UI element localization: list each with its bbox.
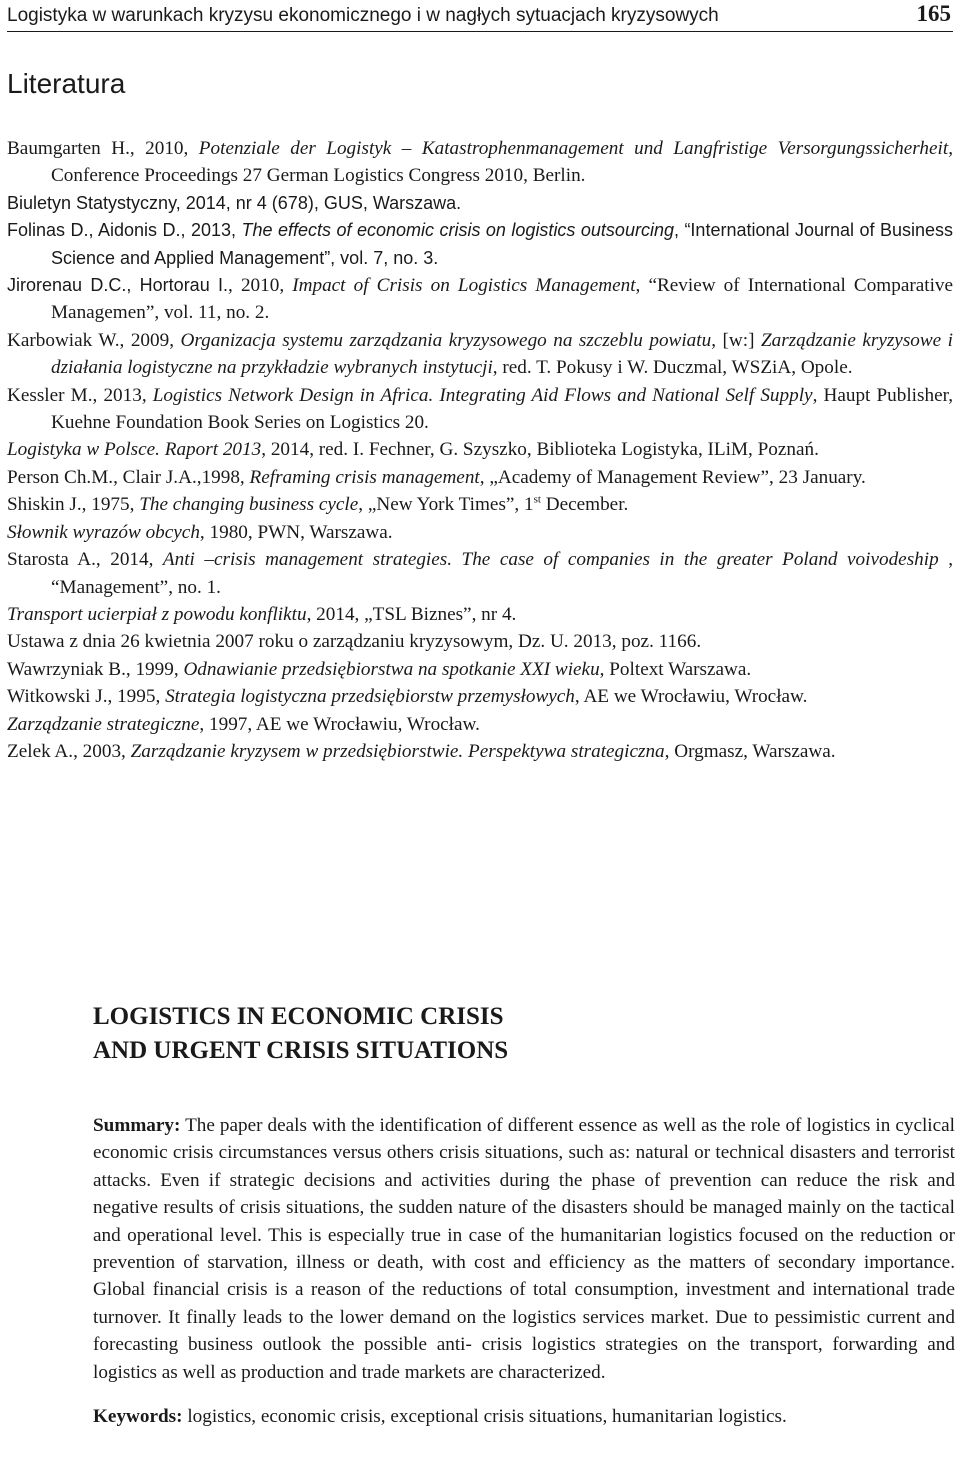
reference-item: Zelek A., 2003, Zarządzanie kryzysem w przedsiębiorstwie. Perspektywa strategiczna, Orgmasz, Warszawa.: [7, 740, 836, 762]
reference-item: Witkowski J., 1995, Strategia logistyczna przedsiębiorstw przemysłowych, AE we Wrocławiu, Wrocław.: [7, 686, 808, 708]
page-number: 165: [916, 1, 951, 26]
reference-item: Folinas D., Aidonis D., 2013, The effects of economic crisis on logistics outsourcing, “International Journal of Business Science and Applied Management”, vol. 7, no. 3.: [7, 220, 954, 268]
summary-paragraph: [93, 1112, 955, 1386]
reference-item: Wawrzyniak B., 1999, Odnawianie przedsiębiorstwa na spotkanie XXI wieku, Poltext Warszawa.: [7, 658, 752, 680]
keywords-label: Keywords:: [93, 1406, 183, 1428]
running-header: [7, 2, 953, 32]
keywords-paragraph: [93, 1403, 955, 1430]
reference-item: Person Ch.M., Clair J.A.,1998, Reframing crisis management, „Academy of Management Review”, 23 January.: [7, 466, 866, 488]
english-title-line1: LOGISTICS IN ECONOMIC CRISIS: [93, 1003, 504, 1030]
reference-item: Baumgarten H., 2010, Potenziale der Logistyk – Katastrophenmanagement und Langfristige Versorgungssicherheit, Conference Proceedings 27 German Logistics Congress 2010, Berlin.: [7, 138, 953, 187]
english-title: [93, 1000, 955, 1068]
keywords-text: logistics, economic crisis, exceptional crisis situations, humanitarian logistics.: [182, 1406, 787, 1428]
section-heading: Literatura: [7, 68, 126, 99]
reference-item: Kessler M., 2013, Logistics Network Design in Africa. Integrating Aid Flows and National Self Supply, Haupt Publisher, Kuehne Foundation Book Series on Logistics 20.: [7, 384, 954, 434]
english-summary-block: [93, 1000, 955, 1430]
reference-item: Starosta A., 2014, Anti –crisis management strategies. The case of companies in the greater Poland voivodeship , “Management”, no. 1.: [7, 549, 953, 598]
reference-list: [7, 135, 953, 765]
reference-item: Zarządzanie strategiczne, 1997, AE we Wrocławiu, Wrocław.: [7, 713, 480, 735]
english-title-line2: AND URGENT CRISIS SITUATIONS: [93, 1037, 509, 1064]
reference-item: Karbowiak W., 2009, Organizacja systemu zarządzania kryzysowego na szczeblu powiatu, [w:] Zarządzanie kryzysowe i działania logistyczne na przykładzie wybranych instytucji, red. T. Pokusy i W. Duczmal, WSZiA, Opole.: [7, 329, 954, 379]
reference-item: Shiskin J., 1975, The changing business cycle, „New York Times”, 1st December.: [7, 493, 629, 516]
running-title: Logistyka w warunkach kryzysu ekonomicznego i w nagłych sytuacjach kryzysowych: [7, 5, 719, 26]
reference-item: Ustawa z dnia 26 kwietnia 2007 roku o zarządzaniu kryzysowym, Dz. U. 2013, poz. 1166.: [7, 631, 702, 653]
reference-item: Słownik wyrazów obcych, 1980, PWN, Warszawa.: [7, 521, 393, 543]
reference-item: Logistyka w Polsce. Raport 2013, 2014, red. I. Fechner, G. Szyszko, Biblioteka Logistyka, ILiM, Poznań.: [7, 439, 819, 461]
reference-item: Jirorenau D.C., Hortorau I., 2010, Impact of Crisis on Logistics Management, “Review of International Comparative Managemen”, vol. 11, no. 2.: [7, 275, 954, 324]
reference-item: Transport ucierpiał z powodu konfliktu, 2014, „TSL Biznes”, nr 4.: [7, 603, 517, 625]
summary-text: The paper deals with the identification of different essence as well as the role of logistics in cyclical economic crisis circumstances versus others crisis situations, such as: natural or technical disasters and terrorist attacks. Even if strategic decisions and activities during the phase of prevention can reduce the risk and negative results of crisis situations, the sudden nature of the disasters should be managed mainly on the tactical and operational level. This is especially true in case of the humanitarian logistics focused on the reduction or prevention of starvation, illness or death, with cost and efficiency as the matters of secondary importance. Global financial crisis is a reason of the reductions of total consumption, investment and international trade turnover. It finally leads to the lower demand on the logistics services market. Due to pessimistic current and forecasting business outlook the possible anti- crisis logistics strategies on the transport, forwarding and logistics as well as production and trade markets are characterized.: [93, 1115, 955, 1383]
summary-label: Summary:: [93, 1115, 181, 1136]
reference-item: Biuletyn Statystyczny, 2014, nr 4 (678), GUS, Warszawa.: [7, 192, 462, 213]
